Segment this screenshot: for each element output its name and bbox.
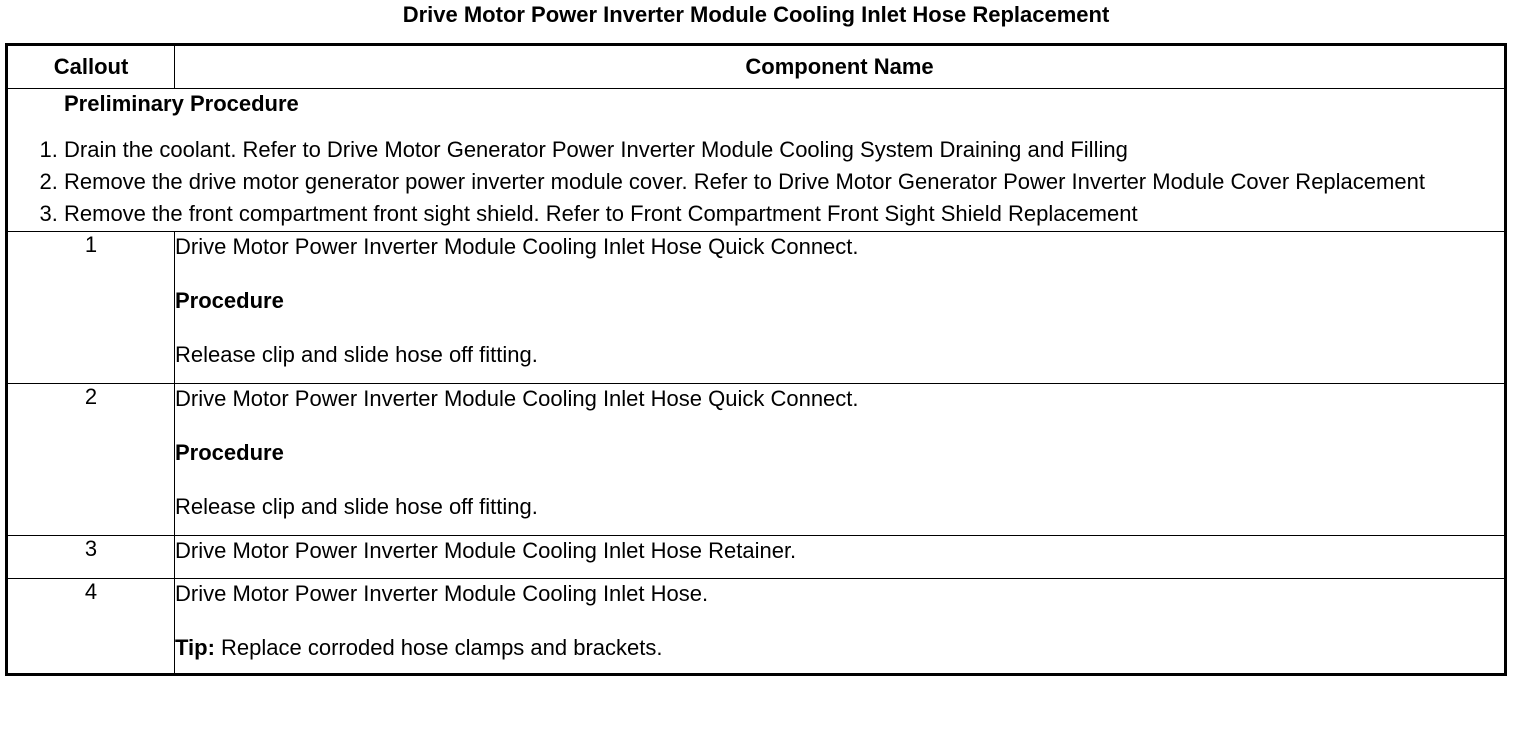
table-row [7, 579, 1506, 675]
component-name-column-header: Component Name [175, 45, 1506, 89]
component-table [5, 43, 1507, 676]
component-description [175, 384, 1506, 536]
callout-column-header: Callout [7, 45, 175, 89]
procedure-text: Release clip and slide hose off fitting. [175, 342, 538, 367]
tip-label: Tip: [175, 635, 215, 660]
component-description [175, 536, 1506, 579]
component-description [175, 232, 1506, 384]
component-name: Drive Motor Power Inverter Module Cooling Inlet Hose. [175, 581, 709, 606]
preliminary-step: 2. Remove the drive motor generator power inverter module cover. Refer to Drive Motor Generator Power Inverter Module Cover Replacement [64, 167, 1504, 197]
component-name: Drive Motor Power Inverter Module Cooling Inlet Hose Quick Connect. [175, 234, 859, 259]
preliminary-procedure-cell [7, 89, 1506, 232]
preliminary-step: 3. Remove the front compartment front sight shield. Refer to Front Compartment Front Sight Shield Replacement [64, 199, 1504, 229]
callout-number: 3 [7, 536, 175, 579]
table-header-row [7, 45, 1506, 89]
procedure-label: Procedure [175, 440, 284, 465]
page-title: Drive Motor Power Inverter Module Cooling Inlet Hose Replacement [402, 2, 1110, 27]
preliminary-step: 1. Drain the coolant. Refer to Drive Motor Generator Power Inverter Module Cooling System Draining and Filling [64, 135, 1504, 165]
procedure-label: Procedure [175, 288, 284, 313]
tip-line [175, 633, 1504, 663]
callout-number: 2 [7, 384, 175, 536]
table-row [7, 384, 1506, 536]
component-name: Drive Motor Power Inverter Module Cooling Inlet Hose Retainer. [175, 538, 797, 563]
procedure-text: Release clip and slide hose off fitting. [175, 494, 538, 519]
callout-number: 1 [7, 232, 175, 384]
preliminary-procedure-row [7, 89, 1506, 232]
table-row [7, 232, 1506, 384]
preliminary-procedure-heading: Preliminary Procedure [64, 91, 299, 116]
component-description [175, 579, 1506, 675]
table-row [7, 536, 1506, 579]
tip-text: Replace corroded hose clamps and brackets. [214, 635, 663, 660]
preliminary-steps-list [8, 135, 1504, 229]
callout-number: 4 [7, 579, 175, 675]
component-name: Drive Motor Power Inverter Module Cooling Inlet Hose Quick Connect. [175, 386, 859, 411]
